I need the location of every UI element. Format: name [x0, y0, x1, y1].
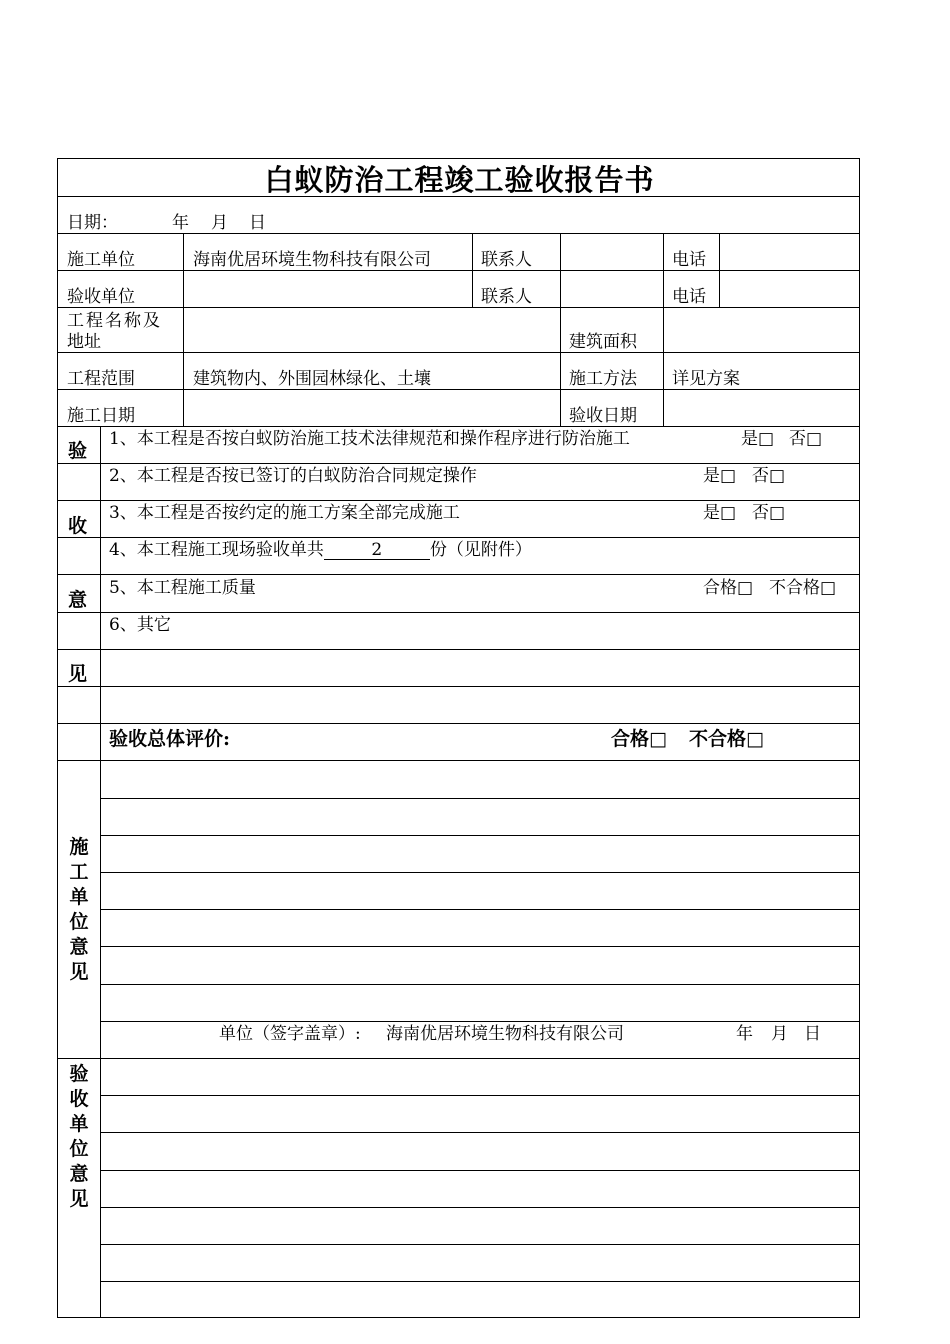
checklist-item-suffix: 份（见附件）	[429, 540, 532, 560]
signature-month-label: 月	[771, 1024, 788, 1044]
construction-method-value: 详见方案	[672, 369, 740, 389]
date-year-label: 年	[172, 213, 189, 233]
construction-unit-label: 施工单位	[67, 250, 135, 270]
opinion-side-char: 验	[68, 440, 88, 462]
checklist-item: 6、其它	[109, 615, 171, 635]
checklist-item: 3、本工程是否按约定的施工方案全部完成施工	[109, 503, 460, 523]
checklist-item-text: 4、本工程施工现场验收单共	[109, 540, 324, 560]
date-day-label: 日	[249, 213, 266, 233]
checklist-item: 1、本工程是否按白蚁防治施工技术法律规范和操作程序进行防治施工	[109, 429, 630, 449]
signature-year-label: 年	[736, 1024, 753, 1044]
construction-opinion-side-label: 施 工 单 位 意 见	[69, 836, 89, 983]
acceptance-opinion-side-label: 验 收 单 位 意 见	[69, 1063, 89, 1210]
project-name-label-line1: 工程名称及	[67, 311, 162, 331]
yes-checkbox[interactable]: 是□	[741, 429, 775, 449]
construction-contact-label: 联系人	[481, 250, 532, 270]
overall-evaluation-label: 验收总体评价:	[109, 728, 231, 750]
acceptance-date-label: 验收日期	[569, 406, 637, 426]
attachment-count: 2	[324, 542, 430, 560]
date-month-label: 月	[211, 213, 228, 233]
no-checkbox[interactable]: 否□	[752, 503, 786, 523]
project-scope-label: 工程范围	[67, 369, 135, 389]
acceptance-report-form	[57, 158, 860, 1318]
construction-date-label: 施工日期	[67, 406, 135, 426]
signature-label: 单位（签字盖章）:	[219, 1024, 361, 1044]
checklist-item: 2、本工程是否按已签订的白蚁防治合同规定操作	[109, 466, 477, 486]
overall-pass-checkbox[interactable]: 合格□	[611, 728, 667, 750]
pass-checkbox[interactable]: 合格□	[703, 578, 754, 598]
fail-checkbox[interactable]: 不合格□	[769, 578, 837, 598]
construction-phone-label: 电话	[672, 250, 706, 270]
construction-unit-value: 海南优居环境生物科技有限公司	[193, 250, 431, 270]
building-area-label: 建筑面积	[569, 332, 637, 352]
acceptance-unit-label: 验收单位	[67, 287, 135, 307]
signature-day-label: 日	[804, 1024, 821, 1044]
opinion-side-char: 意	[68, 589, 88, 611]
signature-company: 海南优居环境生物科技有限公司	[386, 1024, 624, 1044]
opinion-side-char: 收	[68, 515, 88, 537]
yes-checkbox[interactable]: 是□	[703, 466, 737, 486]
construction-method-label: 施工方法	[569, 369, 637, 389]
acceptance-phone-label: 电话	[672, 287, 706, 307]
opinion-side-char: 见	[68, 663, 88, 685]
date-label: 日期：	[67, 213, 118, 233]
checklist-item: 5、本工程施工质量	[109, 578, 256, 598]
checklist-item	[109, 540, 532, 560]
acceptance-contact-label: 联系人	[481, 287, 532, 307]
overall-fail-checkbox[interactable]: 不合格□	[689, 728, 764, 750]
document-title: 白蚁防治工程竣工验收报告书	[264, 163, 655, 197]
project-name-label-line2: 地址	[67, 332, 101, 352]
project-scope-value: 建筑物内、外围园林绿化、土壤	[193, 369, 431, 389]
no-checkbox[interactable]: 否□	[752, 466, 786, 486]
no-checkbox[interactable]: 否□	[789, 429, 823, 449]
yes-checkbox[interactable]: 是□	[703, 503, 737, 523]
